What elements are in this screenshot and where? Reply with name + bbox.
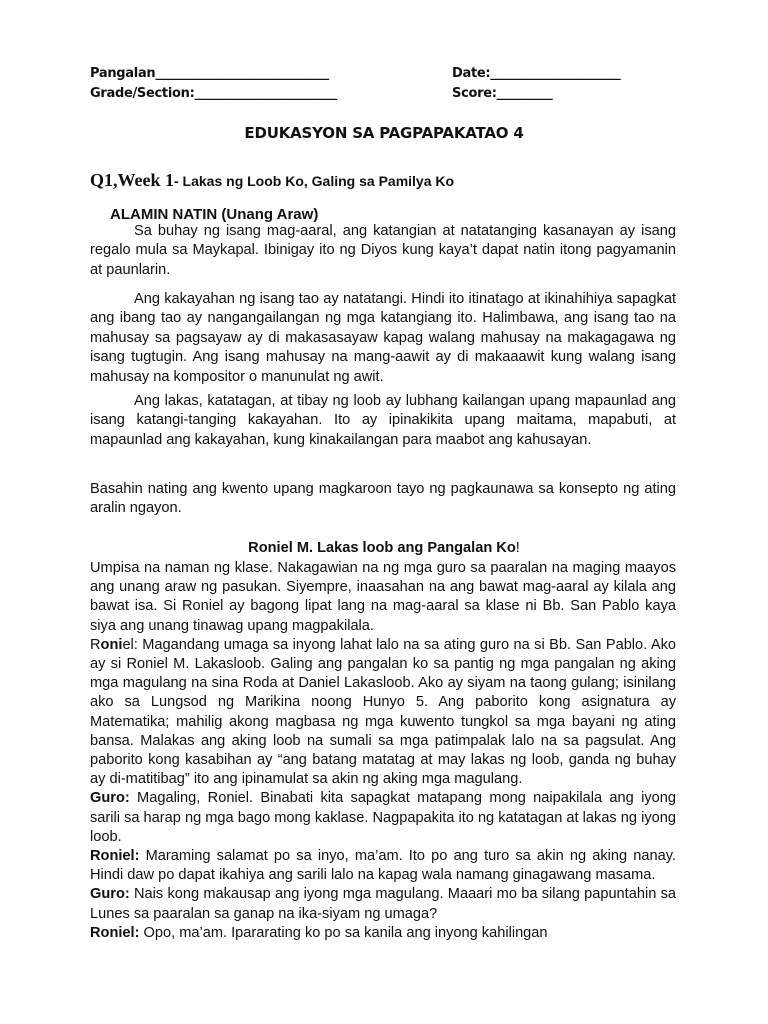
speaker-name-post: el — [122, 636, 134, 653]
week-topic: - Lakas ng Loob Ko, Galing sa Pamilya Ko — [174, 173, 455, 189]
paragraph-3: Ang lakas, katatagan, at tibay ng loob ay lubhang kailangan upang mapaunlad ang isang katangi-tanging kakayahan. Ito ay ipinakikita upang maitama, mapabuti, at mapaunlad ang kakayahan, kung kinakailangan para maabot ang kahusayan. — [90, 393, 676, 448]
story-body — [90, 559, 676, 943]
week-heading — [90, 170, 454, 191]
intro-paragraph: Basahin nating ang kwento upang magkaroon tayo ng pagkaunawa sa konsepto ng ating aralin ngayon. — [90, 481, 676, 517]
dialogue-text: Magaling, Roniel. Binabati kita sapagkat matapang mong naipakilala ang iyong sarili sa harap ng mga bago mong kaklase. Nagpapakita ito ng katatagan at lakas ng iyong loob. — [90, 790, 676, 845]
speaker-name-bold: oni — [100, 636, 123, 653]
dialogue-text: Nais kong makausap ang iyong mga magulang. Maaari mo ba silang papuntahin sa Lunes sa paaralan sa ganap na ika-siyam ng umaga? — [90, 886, 676, 922]
story-opening: Umpisa na naman ng klase. Nakagawian na ng mga guro sa paaralan na maging maayos ang unang araw ng pasukan. Siyempre, inaasahan na ang bawat mag-aaral ay kilala ang bawat isa. Si Roniel ay bagong lipat lang na mag-aaral sa klase ni Bb. San Pablo kaya siya ang unang tinawag upang magpakilala. — [90, 560, 676, 634]
dialogue-text: : Magandang umaga sa inyong lahat lalo na sa ating guro na si Bb. San Pablo. Ako ay si Roniel M. Lakasloob. Galing ang pangalan ko sa pantig ng mga pangalan ng aking mga magulang na sina Roda at Daniel Lakasloob. Ako ay siyam na taong gulang; isinilang ako sa Lungsod ng Marikina noong Hunyo 5. Ang paborito kong asignatura ay Matematika; mahilig akong magbasa ng mga kuwento tungkol sa mga bayani ng ating bansa. Malakas ang aking loob na sumali sa mga patimpalak lalo na sa pagsulat. Ang paborito kong kasabihan ay “ang batang matatag at may lakas ng loob, ganda ng buhay ay di-matitibag” ito ang ipinamulat sa akin ng aking mga magulang. — [90, 636, 676, 788]
speaker-name: Roniel: — [90, 848, 140, 865]
document-title: EDUKASYON SA PAGPAPAKATAO 4 — [244, 124, 524, 142]
name-field-label: Pangalan____________________________ — [90, 66, 329, 81]
section-heading: ALAMIN NATIN (Unang Araw) — [110, 206, 319, 223]
story-title-text: Roniel M. Lakas loob ang Pangalan Ko — [248, 540, 516, 556]
speaker-name-pre: R — [90, 636, 101, 653]
dialogue-line — [90, 789, 676, 847]
speaker-name: Roniel: — [90, 924, 140, 941]
story-title — [0, 540, 768, 556]
week-code: Q1,Week 1 — [90, 170, 174, 190]
dialogue-line — [90, 636, 676, 790]
speaker-name: Guro: — [90, 886, 130, 903]
dialogue-line — [90, 924, 676, 943]
score-field-label: Score:_________ — [452, 86, 553, 101]
dialogue-text: Maraming salamat po sa inyo, ma’am. Ito po ang turo sa akin ng aking nanay. Hindi daw po dapat ikahiya ang sarili lalo na kapag wala namang ginagawang masama. — [90, 848, 676, 884]
paragraph-2: Ang kakayahan ng isang tao ay natatangi. Hindi ito itinatago at ikinahihiya sapagkat ang ibang tao ay nangangailangan ng mga katangiang ito. Halimbawa, ang isang tao na mahusay sa pagsayaw ay di makasasayaw kapag walang mahusay na makagagawa ng isang tugtugin. Ang isang mahusay na mang-aawit ay di makaaawit kung walang isang mahusay na kompositor o manunulat ng awit. — [90, 291, 676, 385]
paragraph-1: Sa buhay ng isang mag-aaral, ang katangian at natatanging kasanayan ay isang regalo mula sa Maykapal. Ibinigay ito ng Diyos kung kaya’t dapat natin itong pagyamanin at paunlarin. — [90, 223, 676, 278]
dialogue-text: Opo, ma’am. Ipararating ko po sa kanila ang inyong kahilingan — [139, 924, 548, 941]
grade-section-field-label: Grade/Section:_______________________ — [90, 86, 338, 101]
story-title-suffix: ! — [515, 540, 520, 556]
date-field-label: Date:_____________________ — [452, 66, 621, 81]
dialogue-line — [90, 847, 676, 885]
dialogue-line — [90, 885, 676, 923]
speaker-name: Guro: — [90, 790, 130, 807]
